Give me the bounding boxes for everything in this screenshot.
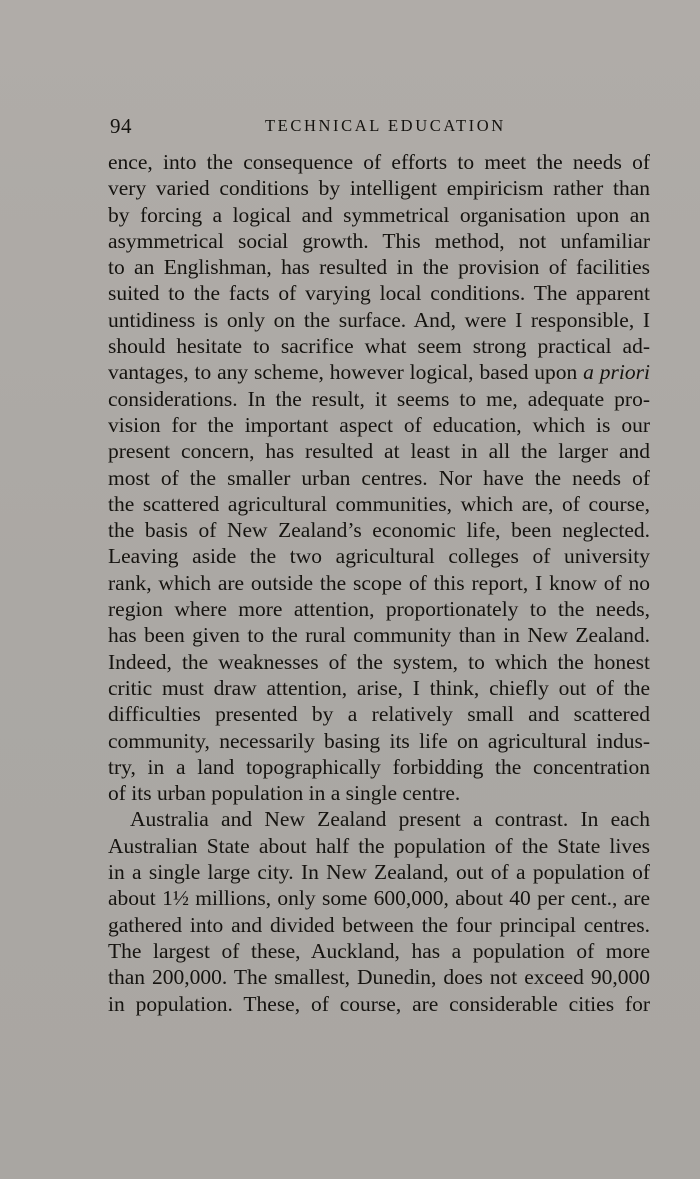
text-line: to an Englishman, has resulted in the provision of facilities [108, 255, 650, 280]
text-line: of its urban population in a single centre. [108, 781, 461, 806]
text-line: untidiness is only on the surface. And, were I responsible, I [108, 307, 650, 332]
text-line: about 1½ millions, only some 600,000, about 40 per cent., are [108, 886, 650, 911]
text-line: Leaving aside the two agricultural colleges of university [108, 544, 650, 569]
italic-phrase: a priori [583, 360, 650, 385]
text-line: The largest of these, Auckland, has a population of more [108, 938, 650, 963]
text-line: most of the smaller urban centres. Nor have the needs of [108, 465, 650, 490]
text-line: in population. These, of course, are considerable cities for [108, 991, 650, 1016]
text-line: critic must draw attention, arise, I think, chiefly out of the [108, 675, 650, 700]
text-line: try, in a land topographically forbidding the concentration [108, 754, 650, 779]
text-line: region where more attention, proportionately to the needs, [108, 597, 650, 622]
running-head [108, 113, 650, 139]
text-line: than 200,000. The smallest, Dunedin, does not exceed 90,000 [108, 965, 650, 990]
text-line: has been given to the rural community than in New Zealand. [108, 623, 650, 648]
text-line: Indeed, the weaknesses of the system, to which the honest [108, 649, 650, 674]
text-line: the scattered agricultural communities, which are, of course, [108, 491, 650, 516]
text-line: in a single large city. In New Zealand, out of a population of [108, 860, 650, 885]
text-line [108, 359, 650, 385]
text-segment: vantages, to any scheme, however logical, based upon [108, 360, 578, 385]
text-line: difficulties presented by a relatively small and scattered [108, 702, 650, 727]
text-line: gathered into and divided between the four principal centres. [108, 912, 650, 937]
text-line: Australia and New Zealand present a contrast. In each [130, 807, 650, 832]
text-line: by forcing a logical and symmetrical organisation upon an [108, 202, 650, 227]
text-line: asymmetrical social growth. This method, not unfamiliar [108, 228, 650, 253]
body-text [108, 149, 650, 1017]
text-line: very varied conditions by intelligent empiricism rather than [108, 176, 650, 201]
running-title: TECHNICAL EDUCATION [265, 116, 506, 135]
text-line: community, necessarily basing its life on agricultural indus- [108, 728, 650, 753]
text-line: the basis of New Zealand’s economic life, been neglected. [108, 518, 650, 543]
text-line: rank, which are outside the scope of this report, I know of no [108, 570, 650, 595]
text-line: should hesitate to sacrifice what seem strong practical ad- [108, 334, 650, 359]
text-line: vision for the important aspect of education, which is our [108, 412, 650, 437]
text-line: present concern, has resulted at least in all the larger and [108, 439, 650, 464]
text-line: considerations. In the result, it seems to me, adequate pro- [108, 386, 650, 411]
page-number: 94 [110, 114, 132, 138]
text-line: suited to the facts of varying local conditions. The apparent [108, 281, 650, 306]
text-line: Australian State about half the population of the State lives [108, 833, 650, 858]
text-line: ence, into the consequence of efforts to meet the needs of [108, 150, 650, 174]
